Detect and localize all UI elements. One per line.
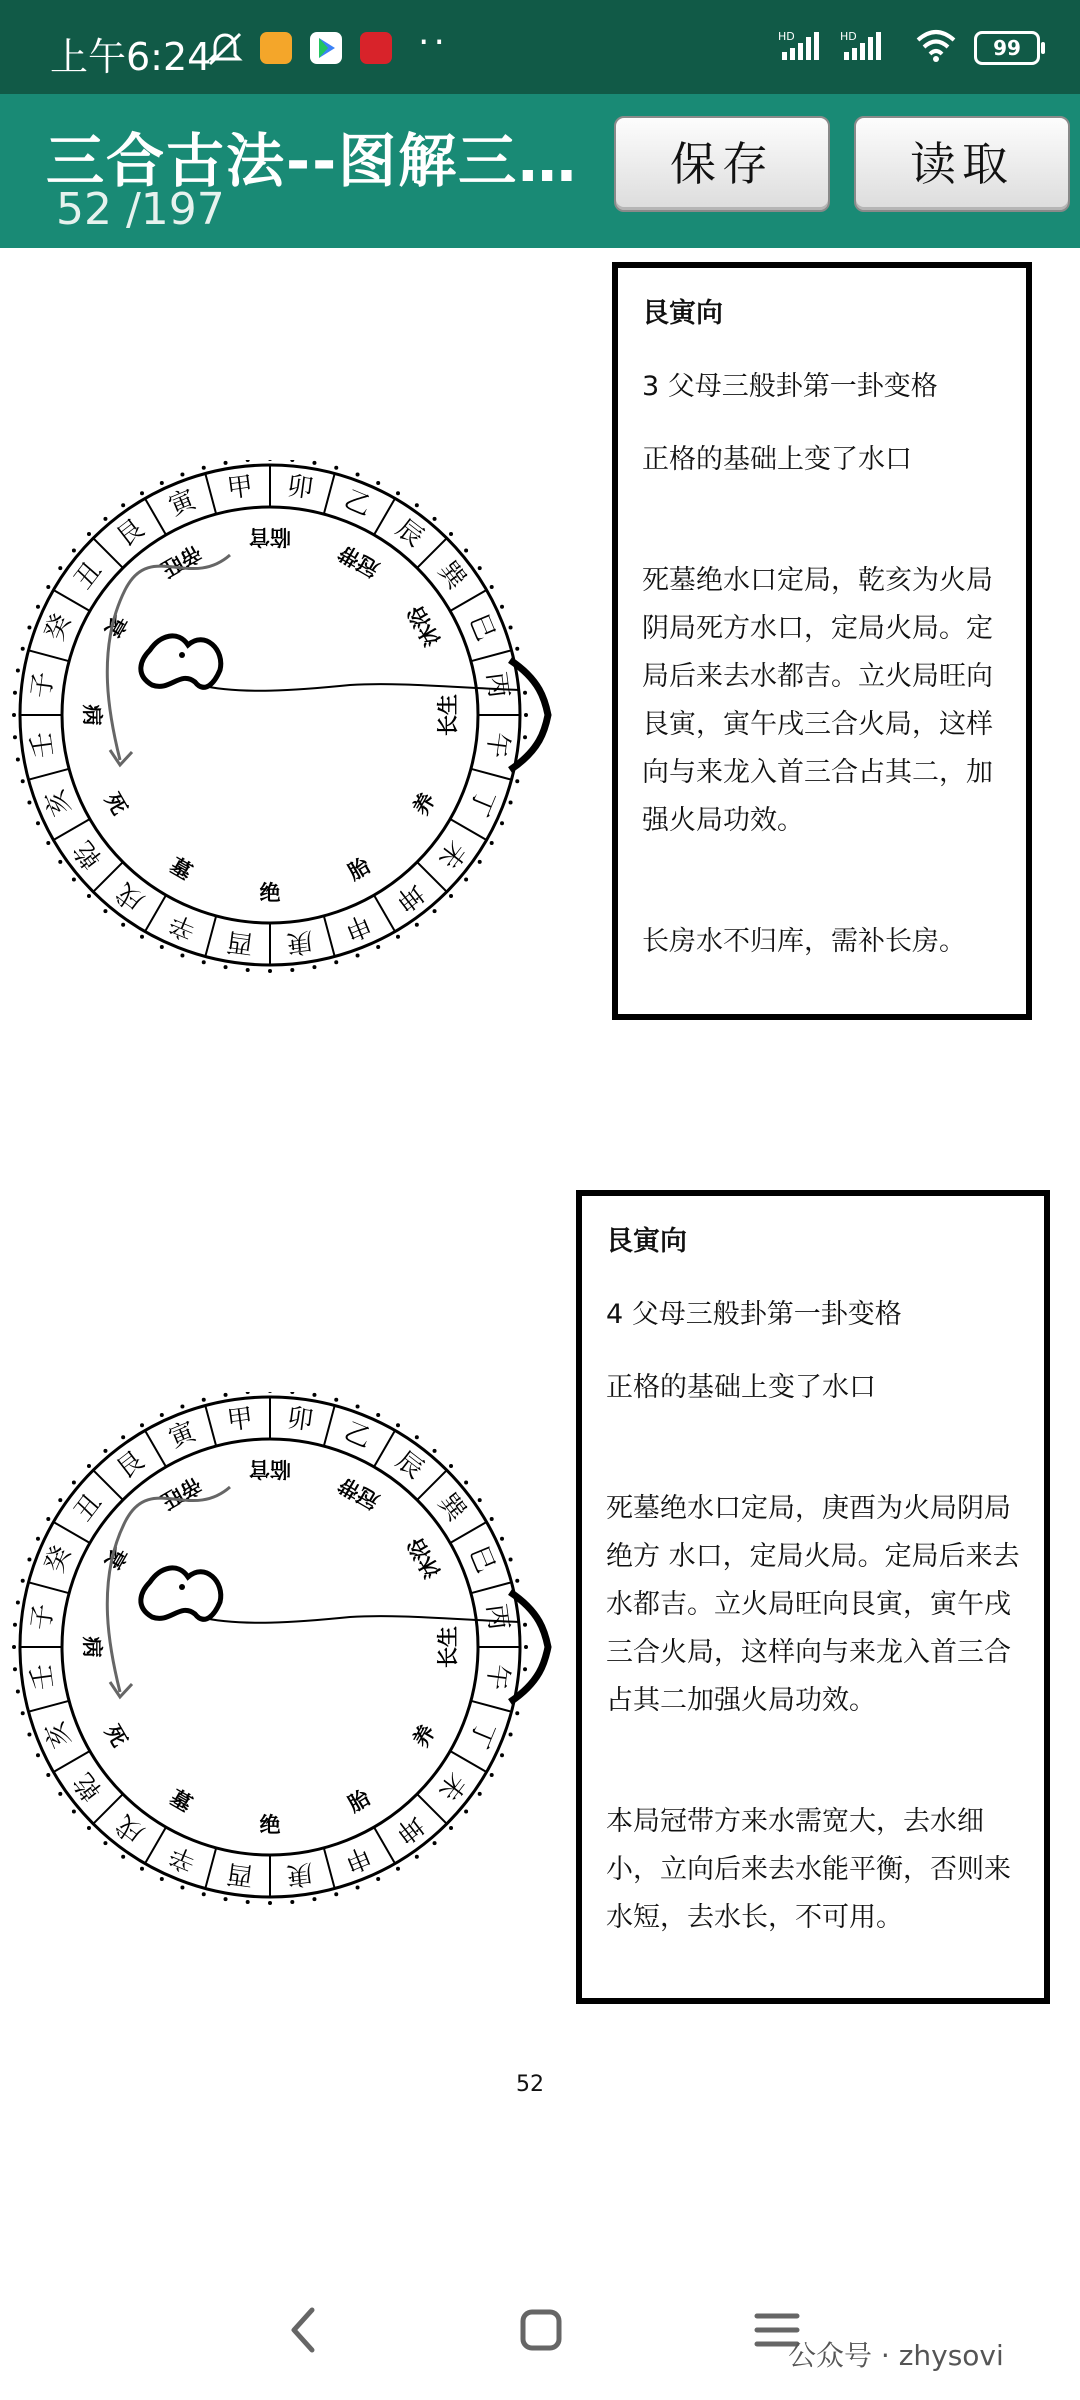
ring-label: 丁	[462, 784, 501, 821]
box-subtitle: 4 父母三般卦第一卦变格	[606, 1299, 902, 1330]
more-dots: ··	[418, 22, 449, 63]
stage-label: 养	[408, 1720, 440, 1752]
explanation-box-2	[576, 1190, 1050, 2004]
ring-label: 午	[480, 1662, 514, 1692]
stage-label: 沐浴	[403, 601, 446, 651]
ring-label: 辰	[389, 1445, 429, 1486]
news-app-icon	[360, 32, 392, 64]
svg-text:HD: HD	[840, 30, 857, 43]
stage-label: 临官	[249, 525, 291, 549]
stage-label: 绝	[259, 881, 281, 905]
ring-label: 壬	[26, 730, 60, 760]
stage-label: 墓	[165, 853, 197, 885]
battery-icon: 99	[974, 31, 1040, 65]
stage-label: 冠带	[334, 1471, 384, 1514]
ring-label: 亥	[39, 784, 78, 821]
document-title: 三合古法--图解三…	[46, 127, 579, 195]
ring-label: 乾	[68, 1766, 109, 1806]
ring-label: 坤	[389, 1808, 429, 1849]
status-time: 上午6:24	[50, 35, 212, 79]
ring-label: 辛	[164, 907, 201, 946]
wifi-icon	[914, 28, 958, 68]
ring-label: 癸	[39, 609, 78, 646]
stage-label: 病	[80, 704, 104, 726]
ring-label: 未	[431, 1766, 472, 1806]
stage-label: 衰	[100, 1542, 132, 1574]
ring-label: 辛	[164, 1839, 201, 1878]
ring-label: 申	[339, 1839, 376, 1878]
stage-label: 死	[100, 788, 132, 820]
page-number: 52	[516, 2072, 544, 2097]
ring-label: 申	[339, 907, 376, 946]
ring-label: 寅	[164, 484, 201, 523]
square-home-icon[interactable]	[516, 2300, 566, 2364]
flow-arrow	[107, 1487, 230, 1692]
ring-label: 乙	[339, 1416, 376, 1455]
ring-label: 壬	[26, 1662, 60, 1692]
stage-label: 长生	[436, 1626, 460, 1668]
mountain-shape	[141, 1568, 221, 1619]
save-button[interactable]: 保存	[614, 116, 830, 212]
ring-label: 午	[480, 730, 514, 760]
stage-label: 帝旺	[156, 539, 206, 582]
ring-label: 艮	[111, 1445, 151, 1486]
play-store-icon	[310, 32, 342, 64]
ring-label: 坤	[389, 876, 429, 917]
ring-label: 丙	[480, 670, 514, 700]
stage-label: 养	[408, 788, 440, 820]
stage-label: 长生	[436, 694, 460, 736]
compass-dial-1	[0, 460, 560, 980]
notes-app-icon	[260, 32, 292, 64]
ring-label: 酉	[225, 925, 255, 959]
box-body: 死墓绝水口定局，乾亥为火局阴局死方水口，定局火局。定局后来去水都吉。立火局旺向艮寅，寅午戌三合火局，这样向与来龙入首三合占其二，加强火局功效。	[642, 565, 993, 836]
compass-dial-2	[0, 1392, 560, 1912]
stage-label: 衰	[100, 610, 132, 642]
svg-text:HD: HD	[778, 30, 795, 43]
flow-arrow	[107, 555, 230, 760]
box-heading: 艮寅向	[606, 1226, 687, 1257]
ring-label: 丑	[68, 1488, 109, 1528]
stage-label: 沐浴	[403, 1533, 446, 1583]
stage-label: 帝旺	[156, 1471, 206, 1514]
ring-label: 艮	[111, 513, 151, 554]
ring-label: 甲	[225, 471, 255, 505]
ring-label: 庚	[285, 1857, 315, 1891]
ring-label: 庚	[285, 925, 315, 959]
stage-label: 胎	[343, 853, 375, 885]
stage-label: 绝	[259, 1813, 281, 1837]
ring-label: 巽	[431, 1488, 472, 1528]
ring-label: 酉	[225, 1857, 255, 1891]
ring-label: 甲	[225, 1403, 255, 1437]
ring-label: 戌	[111, 876, 151, 917]
box-subtitle: 3 父母三般卦第一卦变格	[642, 371, 938, 402]
stage-label: 临官	[249, 1457, 291, 1481]
box-note: 正格的基础上变了水口	[642, 444, 912, 475]
ring-label: 乾	[68, 834, 109, 874]
box-footer: 长房水不归库，需补长房。	[642, 926, 966, 957]
ring-label: 戌	[111, 1808, 151, 1849]
hd-signal-icon	[778, 28, 898, 68]
ring-label: 丁	[462, 1716, 501, 1753]
ring-label: 乙	[339, 484, 376, 523]
ring-label: 卯	[285, 471, 315, 505]
box-body: 死墓绝水口定局，庚酉为火局阴局绝方 水口，定局火局。定局后来去水都吉。立火局旺向艮寅，寅午戌三合火局，这样向与来龙入首三合占其二加强火局功效。	[606, 1493, 1020, 1716]
ring-label: 子	[26, 1602, 60, 1632]
box-footer: 本局冠带方来水需宽大，去水细小，立向后来去水能平衡，否则来水短，去水长，不可用。	[606, 1806, 1011, 1933]
ring-label: 子	[26, 670, 60, 700]
ring-label: 巳	[462, 1541, 501, 1578]
explanation-box-1	[612, 262, 1032, 1020]
box-note: 正格的基础上变了水口	[606, 1372, 876, 1403]
water-line	[200, 1616, 520, 1623]
ring-label: 巳	[462, 609, 501, 646]
stage-label: 病	[80, 1636, 104, 1658]
ring-label: 丙	[480, 1602, 514, 1632]
stage-label: 死	[100, 1720, 132, 1752]
ring-label: 亥	[39, 1716, 78, 1753]
stage-label: 墓	[165, 1785, 197, 1817]
ring-label: 卯	[285, 1403, 315, 1437]
stage-label: 胎	[343, 1785, 375, 1817]
mountain-shape	[141, 636, 221, 687]
read-button[interactable]: 读取	[854, 116, 1070, 212]
page-counter: 52 /197	[56, 184, 225, 235]
ring-label: 丑	[68, 556, 109, 596]
ring-label: 寅	[164, 1416, 201, 1455]
ring-label: 巽	[431, 556, 472, 596]
stage-label: 冠带	[334, 539, 384, 582]
ring-label: 辰	[389, 513, 429, 554]
box-heading: 艮寅向	[642, 298, 723, 329]
mute-bell-icon	[206, 30, 244, 72]
app-bar	[0, 94, 1080, 248]
water-line	[200, 684, 520, 691]
watermark: 公众号 · zhysovi	[788, 2339, 1004, 2372]
status-bar	[0, 0, 1080, 94]
chevron-left-icon[interactable]	[282, 2300, 322, 2364]
ring-label: 未	[431, 834, 472, 874]
ring-label: 癸	[39, 1541, 78, 1578]
